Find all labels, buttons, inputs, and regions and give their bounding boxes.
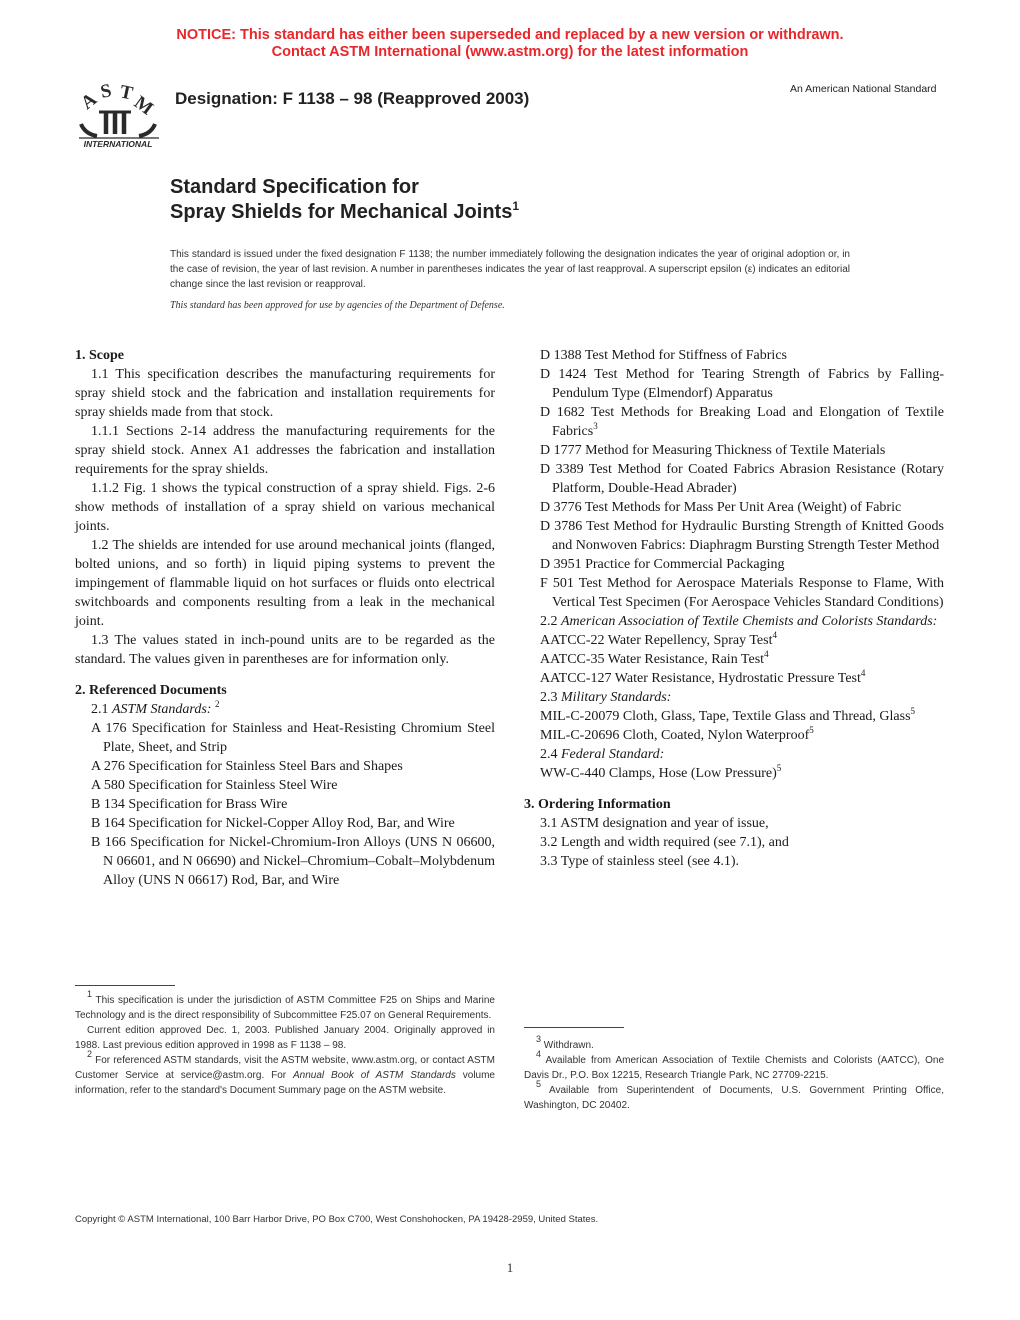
logo-letter-t: T bbox=[117, 81, 135, 105]
footnote-2-italic: Annual Book of ASTM Standards bbox=[293, 1070, 456, 1081]
ref-ww-c-440-text: WW-C-440 Clamps, Hose (Low Pressure) bbox=[540, 766, 777, 781]
ref-mil-c-20079 bbox=[524, 707, 944, 726]
paragraph-1-1-2: 1.1.2 Fig. 1 shows the typical construction of a spray shield. Figs. 2-6 show methods of installation of a spray shield on various mechanical joints. bbox=[75, 481, 495, 534]
ref-b164: B 164 Specification for Nickel-Copper Alloy Rod, Bar, and Wire bbox=[91, 816, 455, 831]
ref-d3786: D 3786 Test Method for Hydraulic Bursting Strength of Knitted Goods and Nonwoven Fabrics: Diaphragm Bursting Strength Tester Method bbox=[540, 519, 944, 553]
copyright-line: Copyright © ASTM International, 100 Barr Harbor Drive, PO Box C700, West Conshohocken, PA 19428-2959, United States. bbox=[75, 1214, 599, 1225]
ref-b134: B 134 Specification for Brass Wire bbox=[91, 797, 288, 812]
logo-international-text: INTERNATIONAL bbox=[83, 139, 153, 149]
paragraph-1-1: 1.1 This specification describes the manufacturing requirements for spray shield stock and the fabrication and installation requirements for spray shields made from that stock. bbox=[75, 367, 495, 420]
logo-letter-m: M bbox=[130, 92, 157, 120]
title-line-2-text: Spray Shields for Mechanical Joints bbox=[170, 201, 513, 223]
ref-aatcc-22-mark: 4 bbox=[772, 630, 777, 640]
ref-d3389: D 3389 Test Method for Coated Fabrics Abrasion Resistance (Rotary Platform, Double-Head Abrader) bbox=[540, 462, 944, 496]
footnote-rule-left bbox=[75, 985, 175, 986]
notice-line-1: NOTICE: This standard has either been superseded and replaced by a new version or withdrawn. bbox=[176, 27, 844, 43]
issued-statement: This standard is issued under the fixed designation F 1138; the number immediately following the designation indicates the year of original adoption or, in the case of revision, the year of last revision. A number in parentheses indicates the year of last reapproval. A superscript epsilon (ε) indicates an editorial change since the last revision or reapproval. bbox=[170, 249, 850, 290]
footnote-5 bbox=[524, 1079, 944, 1113]
footnote-5-mark: 5 bbox=[536, 1079, 542, 1089]
footnote-4-mark: 4 bbox=[536, 1049, 542, 1059]
logo-letter-s: S bbox=[98, 80, 114, 103]
ordering-item-3-1: 3.1 ASTM designation and year of issue, bbox=[540, 816, 769, 831]
designation: Designation: F 1138 – 98 (Reapproved 2003) bbox=[175, 89, 530, 108]
ref-aatcc-127 bbox=[524, 669, 944, 688]
left-column bbox=[75, 346, 495, 890]
astm-standards-mark: 2 bbox=[214, 699, 220, 709]
aatcc-text: American Association of Textile Chemists and Colorists Standards: bbox=[561, 614, 938, 629]
military-text: Military Standards: bbox=[561, 690, 672, 705]
footnote-5-text: Available from Superintendent of Documents, U.S. Government Printing Office, Washington, DC 20402. bbox=[524, 1085, 944, 1111]
ordering-item-3-2: 3.2 Length and width required (see 7.1), and bbox=[540, 835, 789, 850]
ref-d1682-text: D 1682 Test Methods for Breaking Load and Elongation of Textile Fabrics bbox=[540, 405, 944, 439]
ref-aatcc-35 bbox=[524, 650, 944, 669]
footnote-3-text: Withdrawn. bbox=[543, 1040, 594, 1051]
footnote-1-text: This specification is under the jurisdiction of ASTM Committee F25 on Ships and Marine Technology and is the direct responsibility of Subcommittee F25.07 on General Requirements. bbox=[75, 995, 495, 1021]
footnote-2-text-b: volume information, refer to the standard's Document Summary page on the ASTM website. bbox=[75, 1070, 495, 1096]
footnote-1 bbox=[75, 989, 495, 1023]
section-heading-referenced-documents: 2. Referenced Documents bbox=[75, 683, 227, 698]
footnote-4-text: Available from American Association of Textile Chemists and Colorists (AATCC), One Davis Dr., P.O. Box 12215, Research Triangle Park, NC 27709-2215. bbox=[524, 1055, 945, 1081]
ref-mil-c-20696-text: MIL-C-20696 Cloth, Coated, Nylon Waterproof bbox=[540, 728, 810, 743]
ref-aatcc-127-text: AATCC-127 Water Resistance, Hydrostatic Pressure Test bbox=[540, 671, 861, 686]
ref-ww-c-440 bbox=[524, 764, 944, 783]
astm-standards-number: 2.1 bbox=[91, 702, 109, 717]
ref-d1777: D 1777 Method for Measuring Thickness of Textile Materials bbox=[540, 443, 886, 458]
footnote-rule-right bbox=[524, 1027, 624, 1028]
ref-d1682-mark: 3 bbox=[593, 421, 598, 431]
ref-d3776: D 3776 Test Methods for Mass Per Unit Area (Weight) of Fabric bbox=[540, 500, 902, 515]
title-line-2 bbox=[170, 200, 519, 225]
ref-a580: A 580 Specification for Stainless Steel Wire bbox=[91, 778, 338, 793]
ref-aatcc-22 bbox=[524, 631, 944, 650]
paragraph-1-1-1: 1.1.1 Sections 2-14 address the manufacturing requirements for the spray shield stock. Annex A1 addresses the fabrication and installation requirements for the spray shields. bbox=[75, 424, 495, 477]
ref-f501: F 501 Test Method for Aerospace Materials Response to Flame, With Vertical Test Specimen (For Aerospace Vehicles Standard Conditions) bbox=[540, 576, 944, 610]
footnotes-left bbox=[75, 989, 495, 1098]
footnote-2 bbox=[75, 1049, 495, 1098]
ref-mil-c-20079-mark: 5 bbox=[910, 706, 916, 716]
national-standard-label: An American National Standard bbox=[790, 83, 937, 95]
aatcc-number: 2.2 bbox=[540, 614, 558, 629]
ref-d1424: D 1424 Test Method for Tearing Strength of Fabrics by Falling-Pendulum Type (Elmendorf) Apparatus bbox=[540, 367, 944, 401]
ref-mil-c-20696 bbox=[524, 726, 944, 745]
federal-number: 2.4 bbox=[540, 747, 558, 762]
ordering-item-3-3: 3.3 Type of stainless steel (see 4.1). bbox=[540, 854, 739, 869]
footnote-1-edition: Current edition approved Dec. 1, 2003. Published January 2004. Originally approved in 1988. Last previous edition approved in 1998 as F 1138 – 98. bbox=[75, 1025, 495, 1051]
title-line-1: Standard Specification for bbox=[170, 176, 419, 198]
aatcc-standards-label bbox=[524, 612, 944, 631]
page-number: 1 bbox=[506, 1260, 514, 1275]
dod-approval: This standard has been approved for use by agencies of the Department of Defense. bbox=[170, 300, 505, 311]
astm-logo-icon bbox=[75, 76, 161, 150]
ref-aatcc-22-text: AATCC-22 Water Repellency, Spray Test bbox=[540, 633, 773, 648]
ref-a276: A 276 Specification for Stainless Steel Bars and Shapes bbox=[91, 759, 403, 774]
section-heading-ordering-information: 3. Ordering Information bbox=[524, 797, 671, 812]
footnote-2-mark: 2 bbox=[87, 1049, 93, 1059]
astm-standards-text: ASTM Standards: bbox=[112, 702, 212, 717]
ref-d1388: D 1388 Test Method for Stiffness of Fabrics bbox=[540, 348, 787, 363]
military-number: 2.3 bbox=[540, 690, 558, 705]
footnote-4 bbox=[524, 1049, 945, 1083]
federal-standard-label bbox=[524, 745, 944, 764]
footnote-1-mark: 1 bbox=[87, 989, 93, 999]
footnotes-right bbox=[524, 1034, 945, 1113]
ref-d1682 bbox=[524, 403, 944, 441]
logo-letter-a: A bbox=[77, 88, 101, 114]
astm-logo bbox=[75, 76, 161, 150]
federal-text: Federal Standard: bbox=[561, 747, 665, 762]
ref-mil-c-20079-text: MIL-C-20079 Cloth, Glass, Tape, Textile Glass and Thread, Glass bbox=[540, 709, 911, 724]
ref-ww-c-440-mark: 5 bbox=[776, 763, 782, 773]
document-title bbox=[170, 175, 519, 225]
paragraph-1-2: 1.2 The shields are intended for use around mechanical joints (flanged, bolted unions, and so forth) in liquid piping systems to prevent the impingement of flammable liquid on hot surfaces or fluids onto electrical switchboards and components resulting from a leak in the mechanical joint. bbox=[75, 538, 495, 629]
ref-mil-c-20696-mark: 5 bbox=[809, 725, 814, 735]
notice-line-2: Contact ASTM International (www.astm.org) for the latest information bbox=[271, 44, 749, 60]
ref-a176: A 176 Specification for Stainless and Heat-Resisting Chromium Steel Plate, Sheet, and Strip bbox=[91, 721, 495, 755]
section-heading-scope: 1. Scope bbox=[75, 348, 124, 363]
footnote-2-text-a: For referenced ASTM standards, visit the ASTM website, www.astm.org, or contact ASTM Customer Service at service@astm.org. For bbox=[75, 1055, 495, 1081]
ref-d3951: D 3951 Practice for Commercial Packaging bbox=[540, 557, 785, 572]
paragraph-1-3: 1.3 The values stated in inch-pound units are to be regarded as the standard. The values given in parentheses are for information only. bbox=[75, 633, 495, 667]
right-column bbox=[524, 346, 944, 871]
title-footnote-mark: 1 bbox=[512, 199, 520, 213]
ref-aatcc-35-text: AATCC-35 Water Resistance, Rain Test bbox=[540, 652, 765, 667]
ref-b166: B 166 Specification for Nickel-Chromium-Iron Alloys (UNS N 06600, N 06601, and N 06690) and Nickel–Chromium–Cobalt–Molybdenum Alloy (UNS N 06617) Rod, Bar, and Wire bbox=[91, 835, 495, 888]
notice-banner bbox=[0, 27, 1020, 61]
ref-aatcc-35-mark: 4 bbox=[764, 649, 769, 659]
footnote-3-mark: 3 bbox=[536, 1034, 542, 1044]
military-standards-label bbox=[524, 688, 944, 707]
astm-standards-label bbox=[75, 700, 495, 719]
ref-aatcc-127-mark: 4 bbox=[860, 668, 866, 678]
footnote-3 bbox=[524, 1034, 944, 1053]
